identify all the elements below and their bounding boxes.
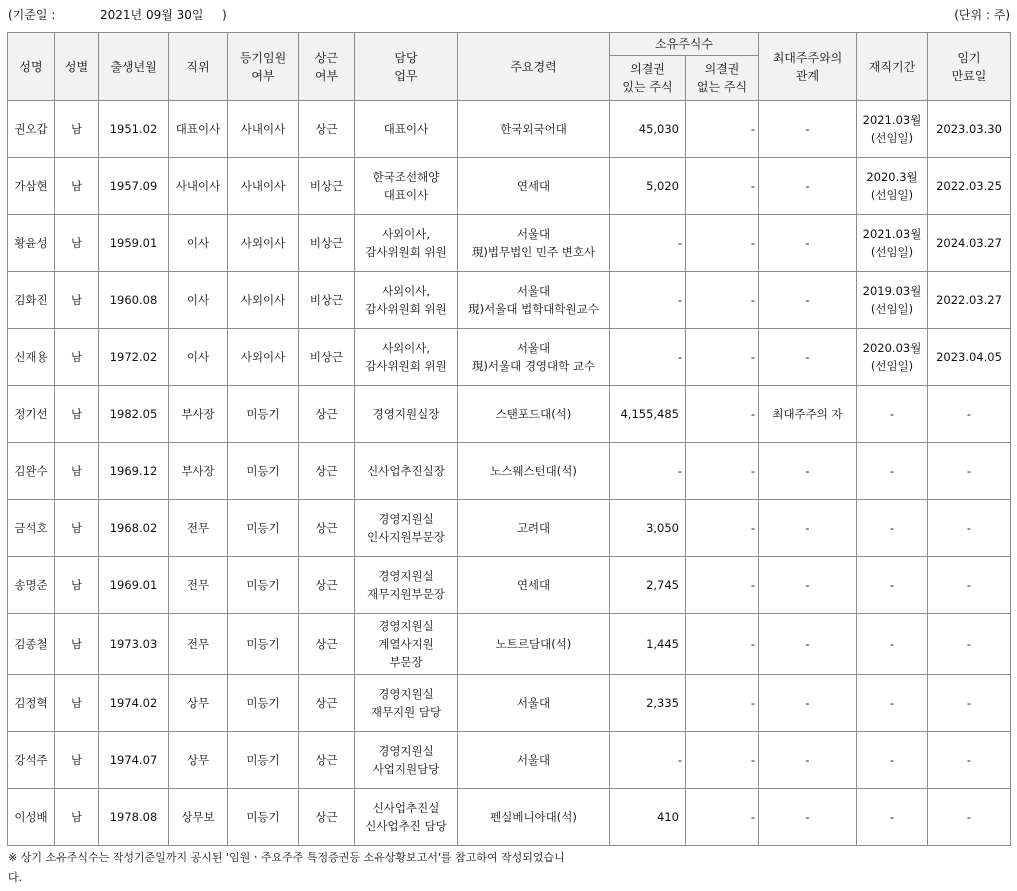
col-fulltime: 상근 여부 bbox=[299, 33, 355, 101]
cell-birth: 1972.02 bbox=[99, 329, 169, 386]
table-row bbox=[8, 329, 1011, 386]
cell-position: 상무보 bbox=[169, 789, 228, 846]
col-name: 성명 bbox=[8, 33, 55, 101]
table-row bbox=[8, 158, 1011, 215]
cell-fulltime: 비상근 bbox=[299, 272, 355, 329]
cell-voting: 1,445 bbox=[610, 614, 686, 675]
cell-career: 연세대 bbox=[458, 557, 610, 614]
cell-position: 전무 bbox=[169, 614, 228, 675]
col-shares-voting: 의결권 있는 주식 bbox=[610, 56, 686, 101]
cell-birth: 1973.03 bbox=[99, 614, 169, 675]
cell-career: 한국외국어대 bbox=[458, 101, 610, 158]
cell-name: 김정혁 bbox=[8, 675, 55, 732]
cell-nonvoting: - bbox=[686, 329, 759, 386]
cell-duty: 한국조선해양 대표이사 bbox=[355, 158, 458, 215]
cell-voting: - bbox=[610, 329, 686, 386]
col-term-end: 임기 만료일 bbox=[928, 33, 1011, 101]
cell-position: 사내이사 bbox=[169, 158, 228, 215]
col-birth: 출생년월 bbox=[99, 33, 169, 101]
cell-duty: 사외이사, 감사위원회 위원 bbox=[355, 329, 458, 386]
cell-fulltime: 상근 bbox=[299, 101, 355, 158]
cell-duty: 경영지원실 재무지원부문장 bbox=[355, 557, 458, 614]
table-row bbox=[8, 272, 1011, 329]
cell-gender: 남 bbox=[55, 614, 99, 675]
cell-name: 송명준 bbox=[8, 557, 55, 614]
cell-term-end: 2024.03.27 bbox=[928, 215, 1011, 272]
cell-relation: - bbox=[759, 101, 857, 158]
cell-duty: 경영지원실 인사지원부문장 bbox=[355, 500, 458, 557]
cell-fulltime: 상근 bbox=[299, 500, 355, 557]
cell-fulltime: 비상근 bbox=[299, 329, 355, 386]
cell-registered: 사외이사 bbox=[228, 329, 299, 386]
cell-relation: - bbox=[759, 443, 857, 500]
cell-tenure: - bbox=[857, 675, 928, 732]
cell-nonvoting: - bbox=[686, 732, 759, 789]
cell-tenure: - bbox=[857, 557, 928, 614]
base-date-close: ) bbox=[222, 8, 227, 22]
col-registered: 등기임원 여부 bbox=[228, 33, 299, 101]
cell-duty: 신사업추진실 신사업추진 담당 bbox=[355, 789, 458, 846]
cell-nonvoting: - bbox=[686, 500, 759, 557]
cell-voting: - bbox=[610, 732, 686, 789]
cell-registered: 사외이사 bbox=[228, 215, 299, 272]
cell-career: 스탠포드대(석) bbox=[458, 386, 610, 443]
cell-fulltime: 상근 bbox=[299, 443, 355, 500]
cell-birth: 1978.08 bbox=[99, 789, 169, 846]
cell-career: 노스웨스턴대(석) bbox=[458, 443, 610, 500]
cell-gender: 남 bbox=[55, 557, 99, 614]
cell-birth: 1974.02 bbox=[99, 675, 169, 732]
cell-position: 상무 bbox=[169, 675, 228, 732]
cell-voting: 45,030 bbox=[610, 101, 686, 158]
table-row bbox=[8, 101, 1011, 158]
cell-name: 김화진 bbox=[8, 272, 55, 329]
cell-registered: 사내이사 bbox=[228, 101, 299, 158]
cell-term-end: - bbox=[928, 500, 1011, 557]
cell-birth: 1957.09 bbox=[99, 158, 169, 215]
cell-nonvoting: - bbox=[686, 386, 759, 443]
cell-relation: - bbox=[759, 732, 857, 789]
cell-career: 고려대 bbox=[458, 500, 610, 557]
cell-duty: 사외이사, 감사위원회 위원 bbox=[355, 215, 458, 272]
cell-name: 가삼현 bbox=[8, 158, 55, 215]
cell-fulltime: 비상근 bbox=[299, 158, 355, 215]
cell-relation: 최대주주의 자 bbox=[759, 386, 857, 443]
table-row bbox=[8, 732, 1011, 789]
cell-gender: 남 bbox=[55, 215, 99, 272]
cell-registered: 미등기 bbox=[228, 500, 299, 557]
cell-tenure: 2019.03월 (선임일) bbox=[857, 272, 928, 329]
cell-position: 이사 bbox=[169, 215, 228, 272]
cell-birth: 1974.07 bbox=[99, 732, 169, 789]
cell-position: 이사 bbox=[169, 272, 228, 329]
cell-registered: 미등기 bbox=[228, 614, 299, 675]
cell-duty: 경영지원실 재무지원 담당 bbox=[355, 675, 458, 732]
col-career: 주요경력 bbox=[458, 33, 610, 101]
cell-career: 서울대 現)서울대 법학대학원교수 bbox=[458, 272, 610, 329]
executive-table bbox=[7, 32, 1011, 846]
cell-duty: 신사업추진실장 bbox=[355, 443, 458, 500]
cell-registered: 미등기 bbox=[228, 732, 299, 789]
col-gender: 성별 bbox=[55, 33, 99, 101]
cell-name: 권오갑 bbox=[8, 101, 55, 158]
cell-tenure: - bbox=[857, 732, 928, 789]
cell-position: 전무 bbox=[169, 500, 228, 557]
cell-nonvoting: - bbox=[686, 443, 759, 500]
cell-nonvoting: - bbox=[686, 101, 759, 158]
cell-term-end: - bbox=[928, 675, 1011, 732]
cell-name: 금석호 bbox=[8, 500, 55, 557]
cell-career: 서울대 現)법무법인 민주 변호사 bbox=[458, 215, 610, 272]
table-row bbox=[8, 215, 1011, 272]
cell-nonvoting: - bbox=[686, 272, 759, 329]
cell-relation: - bbox=[759, 215, 857, 272]
cell-relation: - bbox=[759, 789, 857, 846]
cell-gender: 남 bbox=[55, 272, 99, 329]
cell-name: 정기선 bbox=[8, 386, 55, 443]
cell-registered: 사내이사 bbox=[228, 158, 299, 215]
cell-gender: 남 bbox=[55, 789, 99, 846]
cell-position: 전무 bbox=[169, 557, 228, 614]
table-row bbox=[8, 675, 1011, 732]
cell-relation: - bbox=[759, 329, 857, 386]
cell-tenure: 2020.03월 (선임일) bbox=[857, 329, 928, 386]
cell-term-end: - bbox=[928, 557, 1011, 614]
cell-gender: 남 bbox=[55, 443, 99, 500]
report-header bbox=[8, 5, 1010, 25]
cell-position: 대표이사 bbox=[169, 101, 228, 158]
cell-nonvoting: - bbox=[686, 557, 759, 614]
table-row bbox=[8, 614, 1011, 675]
cell-fulltime: 상근 bbox=[299, 789, 355, 846]
cell-nonvoting: - bbox=[686, 789, 759, 846]
cell-birth: 1951.02 bbox=[99, 101, 169, 158]
cell-gender: 남 bbox=[55, 386, 99, 443]
cell-duty: 사외이사, 감사위원회 위원 bbox=[355, 272, 458, 329]
cell-gender: 남 bbox=[55, 329, 99, 386]
cell-career: 서울대 現)서울대 경영대학 교수 bbox=[458, 329, 610, 386]
cell-registered: 미등기 bbox=[228, 386, 299, 443]
cell-tenure: - bbox=[857, 789, 928, 846]
cell-voting: - bbox=[610, 443, 686, 500]
table-row bbox=[8, 500, 1011, 557]
cell-term-end: - bbox=[928, 614, 1011, 675]
cell-tenure: - bbox=[857, 500, 928, 557]
cell-birth: 1959.01 bbox=[99, 215, 169, 272]
col-tenure: 재직기간 bbox=[857, 33, 928, 101]
cell-relation: - bbox=[759, 158, 857, 215]
cell-voting: 2,335 bbox=[610, 675, 686, 732]
table-header bbox=[8, 33, 1011, 101]
cell-career: 펜실베니아대(석) bbox=[458, 789, 610, 846]
cell-nonvoting: - bbox=[686, 158, 759, 215]
base-date-label: (기준일 : bbox=[8, 8, 56, 22]
cell-tenure: 2020.3월 (선임일) bbox=[857, 158, 928, 215]
unit-label: (단위 : 주) bbox=[954, 8, 1010, 22]
cell-relation: - bbox=[759, 272, 857, 329]
cell-tenure: 2021.03월 (선임일) bbox=[857, 215, 928, 272]
base-date-value: 2021년 09월 30일 bbox=[100, 8, 204, 22]
cell-career: 서울대 bbox=[458, 732, 610, 789]
cell-registered: 미등기 bbox=[228, 557, 299, 614]
cell-duty: 경영지원실장 bbox=[355, 386, 458, 443]
cell-position: 부사장 bbox=[169, 443, 228, 500]
cell-voting: 4,155,485 bbox=[610, 386, 686, 443]
footnote: ※ 상기 소유주식수는 작성기준일까지 공시된 '임원ㆍ주요주주 특정증권등 소유상황보고서'를 참고하여 작성되었습니다. bbox=[8, 851, 565, 884]
cell-duty: 경영지원실 사업지원담당 bbox=[355, 732, 458, 789]
table-row bbox=[8, 789, 1011, 846]
cell-fulltime: 상근 bbox=[299, 675, 355, 732]
cell-relation: - bbox=[759, 500, 857, 557]
cell-term-end: 2023.03.30 bbox=[928, 101, 1011, 158]
cell-name: 이성배 bbox=[8, 789, 55, 846]
cell-gender: 남 bbox=[55, 158, 99, 215]
cell-position: 상무 bbox=[169, 732, 228, 789]
cell-gender: 남 bbox=[55, 675, 99, 732]
cell-birth: 1969.01 bbox=[99, 557, 169, 614]
cell-name: 강석주 bbox=[8, 732, 55, 789]
cell-tenure: - bbox=[857, 386, 928, 443]
cell-term-end: - bbox=[928, 732, 1011, 789]
table-row bbox=[8, 443, 1011, 500]
cell-term-end: - bbox=[928, 789, 1011, 846]
cell-term-end: 2022.03.25 bbox=[928, 158, 1011, 215]
cell-fulltime: 상근 bbox=[299, 732, 355, 789]
cell-voting: 410 bbox=[610, 789, 686, 846]
cell-birth: 1960.08 bbox=[99, 272, 169, 329]
col-position: 직위 bbox=[169, 33, 228, 101]
cell-nonvoting: - bbox=[686, 675, 759, 732]
cell-term-end: 2022.03.27 bbox=[928, 272, 1011, 329]
cell-nonvoting: - bbox=[686, 614, 759, 675]
table-body bbox=[8, 101, 1011, 846]
cell-registered: 미등기 bbox=[228, 789, 299, 846]
col-shares-group: 소유주식수 bbox=[610, 33, 759, 56]
cell-duty: 대표이사 bbox=[355, 101, 458, 158]
cell-career: 노트르담대(석) bbox=[458, 614, 610, 675]
cell-voting: - bbox=[610, 272, 686, 329]
cell-voting: 5,020 bbox=[610, 158, 686, 215]
cell-fulltime: 상근 bbox=[299, 386, 355, 443]
cell-relation: - bbox=[759, 614, 857, 675]
table-row bbox=[8, 386, 1011, 443]
cell-voting: 3,050 bbox=[610, 500, 686, 557]
cell-career: 서울대 bbox=[458, 675, 610, 732]
cell-birth: 1968.02 bbox=[99, 500, 169, 557]
cell-career: 연세대 bbox=[458, 158, 610, 215]
col-duty: 담당 업무 bbox=[355, 33, 458, 101]
cell-term-end: 2023.04.05 bbox=[928, 329, 1011, 386]
cell-name: 신재용 bbox=[8, 329, 55, 386]
cell-name: 황윤성 bbox=[8, 215, 55, 272]
cell-duty: 경영지원실 계열사지원 부문장 bbox=[355, 614, 458, 675]
cell-tenure: - bbox=[857, 614, 928, 675]
cell-tenure: 2021.03월 (선임일) bbox=[857, 101, 928, 158]
cell-voting: - bbox=[610, 215, 686, 272]
cell-name: 김종철 bbox=[8, 614, 55, 675]
cell-relation: - bbox=[759, 675, 857, 732]
col-relation: 최대주주와의 관계 bbox=[759, 33, 857, 101]
cell-gender: 남 bbox=[55, 101, 99, 158]
cell-birth: 1969.12 bbox=[99, 443, 169, 500]
cell-position: 이사 bbox=[169, 329, 228, 386]
cell-position: 부사장 bbox=[169, 386, 228, 443]
cell-registered: 사외이사 bbox=[228, 272, 299, 329]
cell-fulltime: 비상근 bbox=[299, 215, 355, 272]
cell-gender: 남 bbox=[55, 732, 99, 789]
cell-fulltime: 상근 bbox=[299, 614, 355, 675]
cell-voting: 2,745 bbox=[610, 557, 686, 614]
col-shares-nonvoting: 의결권 없는 주식 bbox=[686, 56, 759, 101]
cell-registered: 미등기 bbox=[228, 675, 299, 732]
cell-registered: 미등기 bbox=[228, 443, 299, 500]
table-row bbox=[8, 557, 1011, 614]
cell-gender: 남 bbox=[55, 500, 99, 557]
cell-fulltime: 상근 bbox=[299, 557, 355, 614]
cell-nonvoting: - bbox=[686, 215, 759, 272]
cell-birth: 1982.05 bbox=[99, 386, 169, 443]
cell-name: 김완수 bbox=[8, 443, 55, 500]
cell-tenure: - bbox=[857, 443, 928, 500]
cell-term-end: - bbox=[928, 386, 1011, 443]
cell-term-end: - bbox=[928, 443, 1011, 500]
cell-relation: - bbox=[759, 557, 857, 614]
